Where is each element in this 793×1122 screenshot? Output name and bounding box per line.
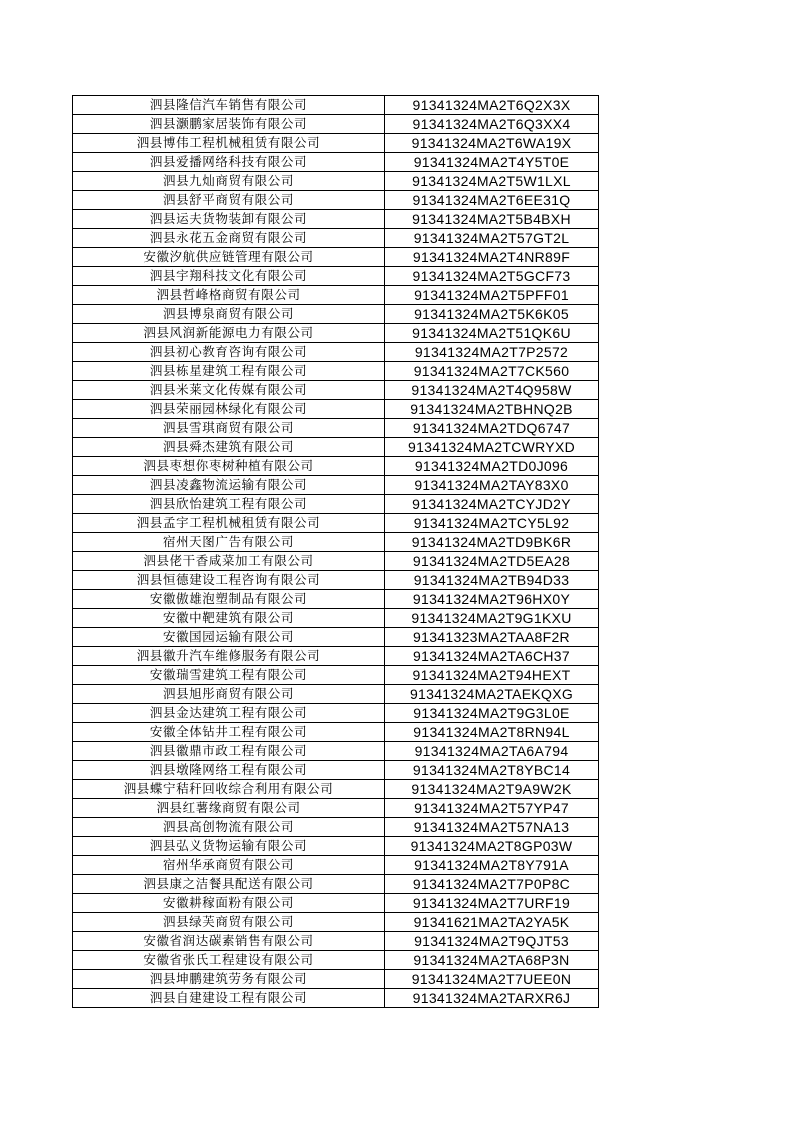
credit-code-cell: 91341324MA2TAEKQXG [385, 685, 599, 704]
table-body [73, 96, 599, 1008]
credit-code-cell: 91341324MA2TA6A794 [385, 742, 599, 761]
table-row [73, 267, 599, 286]
table-row [73, 685, 599, 704]
credit-code-cell: 91341324MA2T8YBC14 [385, 761, 599, 780]
credit-code-cell: 91341324MA2TAY83X0 [385, 476, 599, 495]
credit-code-cell: 91341324MA2TBHNQ2B [385, 400, 599, 419]
credit-code-cell: 91341324MA2T9G1KXU [385, 609, 599, 628]
company-name-cell: 泗县旭彤商贸有限公司 [73, 685, 385, 704]
table-row [73, 343, 599, 362]
company-name-cell: 泗县哲峰格商贸有限公司 [73, 286, 385, 305]
table-row [73, 552, 599, 571]
company-name-cell: 安徽全体钻井工程有限公司 [73, 723, 385, 742]
credit-code-cell: 91341324MA2T9A9W2K [385, 780, 599, 799]
table-row [73, 495, 599, 514]
table-row [73, 666, 599, 685]
table-row [73, 894, 599, 913]
credit-code-cell: 91341324MA2T5PFF01 [385, 286, 599, 305]
table-row [73, 324, 599, 343]
credit-code-cell: 91341324MA2T8RN94L [385, 723, 599, 742]
credit-code-cell: 91341324MA2T7CK560 [385, 362, 599, 381]
credit-code-cell: 91341324MA2T5K6K05 [385, 305, 599, 324]
company-name-cell: 泗县蝶宁秸秆回收综合利用有限公司 [73, 780, 385, 799]
company-name-cell: 安徽省润达碳素销售有限公司 [73, 932, 385, 951]
company-name-cell: 泗县坤鹏建筑劳务有限公司 [73, 970, 385, 989]
credit-code-cell: 91341324MA2T9QJT53 [385, 932, 599, 951]
credit-code-cell: 91341324MA2TARXR6J [385, 989, 599, 1008]
credit-code-cell: 91341621MA2TA2YA5K [385, 913, 599, 932]
credit-code-cell: 91341324MA2T7URF19 [385, 894, 599, 913]
company-name-cell: 泗县高创物流有限公司 [73, 818, 385, 837]
company-name-cell: 泗县绿芙商贸有限公司 [73, 913, 385, 932]
table-row [73, 761, 599, 780]
company-name-cell: 安徽耕稼面粉有限公司 [73, 894, 385, 913]
company-name-cell: 宿州天图广告有限公司 [73, 533, 385, 552]
table-row [73, 742, 599, 761]
table-row [73, 932, 599, 951]
company-name-cell: 泗县舜杰建筑有限公司 [73, 438, 385, 457]
credit-code-cell: 91341324MA2T96HX0Y [385, 590, 599, 609]
company-name-cell: 泗县荣丽园林绿化有限公司 [73, 400, 385, 419]
credit-code-cell: 91341324MA2T57YP47 [385, 799, 599, 818]
credit-code-cell: 91341324MA2T8GP03W [385, 837, 599, 856]
company-name-cell: 安徽傲雄泡塑制品有限公司 [73, 590, 385, 609]
table-row [73, 571, 599, 590]
company-name-cell: 泗县初心教育咨询有限公司 [73, 343, 385, 362]
company-name-cell: 泗县永花五金商贸有限公司 [73, 229, 385, 248]
credit-code-cell: 91341324MA2T94HEXT [385, 666, 599, 685]
company-registry-table [72, 95, 599, 1008]
table-row [73, 628, 599, 647]
company-name-cell: 泗县宇翔科技文化有限公司 [73, 267, 385, 286]
table-row [73, 457, 599, 476]
table-row [73, 609, 599, 628]
credit-code-cell: 91341324MA2T51QK6U [385, 324, 599, 343]
credit-code-cell: 91341324MA2T4Y5T0E [385, 153, 599, 172]
table-row [73, 647, 599, 666]
table-row [73, 989, 599, 1008]
company-name-cell: 泗县康之洁餐具配送有限公司 [73, 875, 385, 894]
company-name-cell: 宿州华承商贸有限公司 [73, 856, 385, 875]
credit-code-cell: 91341324MA2T6Q2X3X [385, 96, 599, 115]
credit-code-cell: 91341324MA2T57GT2L [385, 229, 599, 248]
company-name-cell: 泗县爱播网络科技有限公司 [73, 153, 385, 172]
credit-code-cell: 91341324MA2T9G3L0E [385, 704, 599, 723]
table-row [73, 837, 599, 856]
company-name-cell: 泗县枣想你枣树种植有限公司 [73, 457, 385, 476]
credit-code-cell: 91341324MA2TCWRYXD [385, 438, 599, 457]
company-name-cell: 泗县红薯缘商贸有限公司 [73, 799, 385, 818]
company-name-cell: 泗县舒平商贸有限公司 [73, 191, 385, 210]
table-row [73, 704, 599, 723]
credit-code-cell: 91341324MA2TDQ6747 [385, 419, 599, 438]
company-name-cell: 泗县徽升汽车维修服务有限公司 [73, 647, 385, 666]
company-name-cell: 泗县博泉商贸有限公司 [73, 305, 385, 324]
credit-code-cell: 91341324MA2T57NA13 [385, 818, 599, 837]
table-row [73, 400, 599, 419]
credit-code-cell: 91341324MA2TD5EA28 [385, 552, 599, 571]
table-row [73, 362, 599, 381]
credit-code-cell: 91341324MA2TD0J096 [385, 457, 599, 476]
company-name-cell: 泗县墩隆网络工程有限公司 [73, 761, 385, 780]
table-row [73, 723, 599, 742]
credit-code-cell: 91341324MA2TCYJD2Y [385, 495, 599, 514]
credit-code-cell: 91341324MA2T7UEE0N [385, 970, 599, 989]
credit-code-cell: 91341324MA2T8Y791A [385, 856, 599, 875]
table-row [73, 248, 599, 267]
table-row [73, 818, 599, 837]
table-row [73, 913, 599, 932]
company-name-cell: 泗县栋星建筑工程有限公司 [73, 362, 385, 381]
company-name-cell: 泗县米莱文化传媒有限公司 [73, 381, 385, 400]
table-row [73, 286, 599, 305]
table-row [73, 476, 599, 495]
company-name-cell: 安徽瑞雪建筑工程有限公司 [73, 666, 385, 685]
table-row [73, 229, 599, 248]
credit-code-cell: 91341323MA2TAA8F2R [385, 628, 599, 647]
table-row [73, 419, 599, 438]
table-row [73, 856, 599, 875]
credit-code-cell: 91341324MA2TA68P3N [385, 951, 599, 970]
table-row [73, 305, 599, 324]
credit-code-cell: 91341324MA2TD9BK6R [385, 533, 599, 552]
table-row [73, 438, 599, 457]
company-name-cell: 泗县自建建设工程有限公司 [73, 989, 385, 1008]
company-name-cell: 泗县恒德建设工程咨询有限公司 [73, 571, 385, 590]
company-name-cell: 泗县徽鼎市政工程有限公司 [73, 742, 385, 761]
table-row [73, 951, 599, 970]
table-row [73, 780, 599, 799]
company-name-cell: 泗县隆信汽车销售有限公司 [73, 96, 385, 115]
credit-code-cell: 91341324MA2T5W1LXL [385, 172, 599, 191]
table-row [73, 970, 599, 989]
company-name-cell: 泗县灏鹏家居装饰有限公司 [73, 115, 385, 134]
company-name-cell: 安徽中靶建筑有限公司 [73, 609, 385, 628]
company-name-cell: 泗县佬干香咸菜加工有限公司 [73, 552, 385, 571]
credit-code-cell: 91341324MA2TB94D33 [385, 571, 599, 590]
table-row [73, 172, 599, 191]
company-name-cell: 泗县雪琪商贸有限公司 [73, 419, 385, 438]
credit-code-cell: 91341324MA2T5B4BXH [385, 210, 599, 229]
table-row [73, 96, 599, 115]
credit-code-cell: 91341324MA2T5GCF73 [385, 267, 599, 286]
table-row [73, 590, 599, 609]
table-row [73, 875, 599, 894]
table-row [73, 115, 599, 134]
company-name-cell: 泗县博伟工程机械租赁有限公司 [73, 134, 385, 153]
credit-code-cell: 91341324MA2T7P2572 [385, 343, 599, 362]
credit-code-cell: 91341324MA2T4Q958W [385, 381, 599, 400]
company-name-cell: 安徽省张氏工程建设有限公司 [73, 951, 385, 970]
credit-code-cell: 91341324MA2T4NR89F [385, 248, 599, 267]
credit-code-cell: 91341324MA2TA6CH37 [385, 647, 599, 666]
credit-code-cell: 91341324MA2T6WA19X [385, 134, 599, 153]
company-name-cell: 泗县欣怡建筑工程有限公司 [73, 495, 385, 514]
company-name-cell: 安徽汐航供应链管理有限公司 [73, 248, 385, 267]
table-row [73, 153, 599, 172]
credit-code-cell: 91341324MA2T6EE31Q [385, 191, 599, 210]
table-row [73, 533, 599, 552]
table-row [73, 191, 599, 210]
table-row [73, 799, 599, 818]
credit-code-cell: 91341324MA2T6Q3XX4 [385, 115, 599, 134]
company-name-cell: 安徽国园运输有限公司 [73, 628, 385, 647]
company-name-cell: 泗县风润新能源电力有限公司 [73, 324, 385, 343]
credit-code-cell: 91341324MA2T7P0P8C [385, 875, 599, 894]
table-row [73, 134, 599, 153]
table-row [73, 210, 599, 229]
company-name-cell: 泗县运夫货物装卸有限公司 [73, 210, 385, 229]
company-name-cell: 泗县金达建筑工程有限公司 [73, 704, 385, 723]
company-name-cell: 泗县弘义货物运输有限公司 [73, 837, 385, 856]
company-name-cell: 泗县凌鑫物流运输有限公司 [73, 476, 385, 495]
company-name-cell: 泗县孟宇工程机械租赁有限公司 [73, 514, 385, 533]
table-row [73, 381, 599, 400]
credit-code-cell: 91341324MA2TCY5L92 [385, 514, 599, 533]
table-row [73, 514, 599, 533]
company-name-cell: 泗县九灿商贸有限公司 [73, 172, 385, 191]
